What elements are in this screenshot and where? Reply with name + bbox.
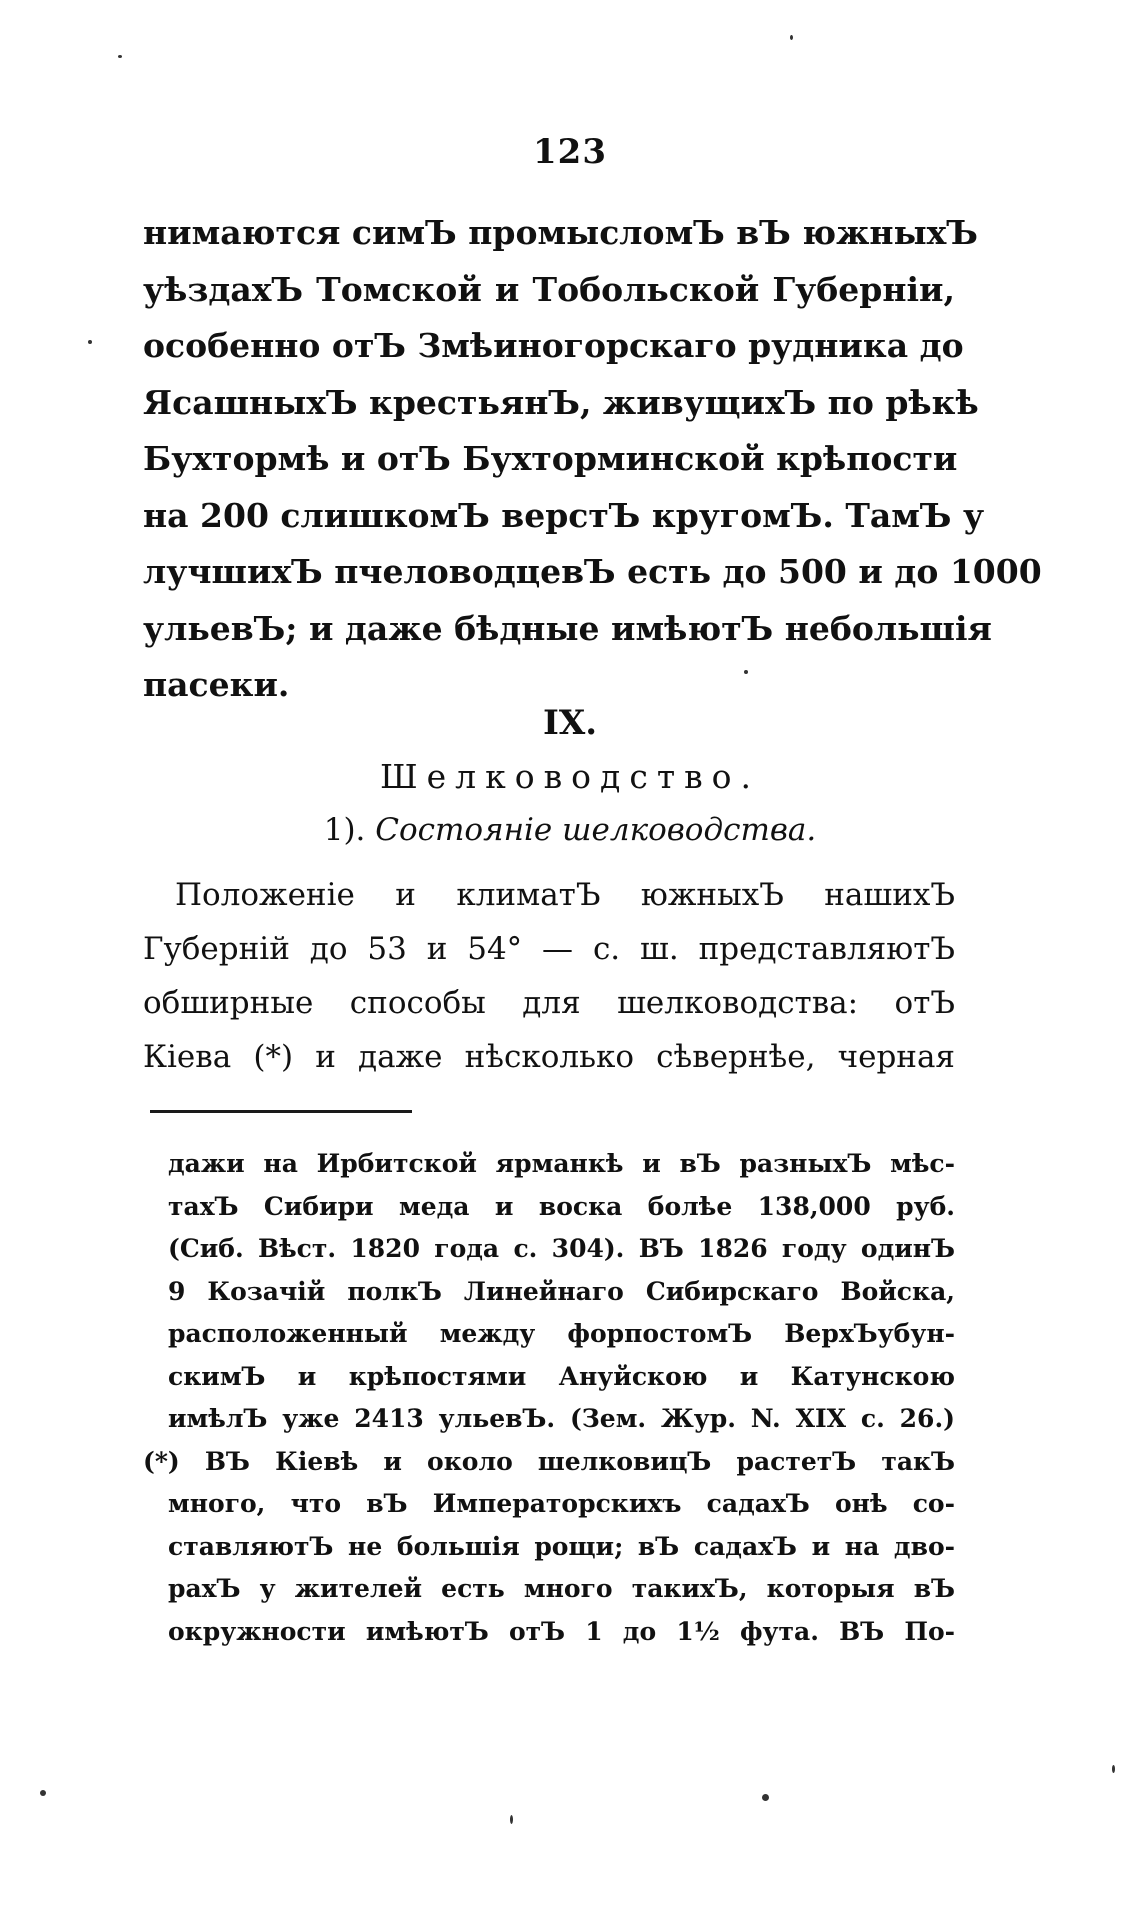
subsection-number: 1).	[323, 812, 366, 848]
text-line: пасеки.	[143, 665, 290, 704]
text-line: нимаются симЪ промысломЪ вЪ южныхЪ	[143, 213, 978, 252]
footnote-line: расположенный между форпостомЪ ВерхЪубун-	[168, 1319, 955, 1348]
text-line: лучшихЪ пчеловодцевЪ есть до 500 и до 1000	[143, 552, 1042, 591]
scan-speck	[40, 1790, 46, 1796]
section-number: IX.	[542, 703, 598, 743]
text-line: ЯсашныхЪ крестьянЪ, живущихЪ по рѣкѣ	[143, 382, 979, 422]
text-line: на 200 слишкомЪ верстЪ кругомЪ. ТамЪ у	[143, 495, 985, 535]
scan-speck	[118, 55, 122, 58]
scan-speck	[510, 1815, 513, 1824]
footnote-line: ставляютЪ не большія рощи; вЪ садахЪ и на дво-	[168, 1531, 955, 1561]
text-line: обширные способы для шелководства: отЪ	[143, 985, 955, 1021]
footnote-line: много, что вЪ Императорскихъ садахЪ онѣ со-	[168, 1489, 955, 1518]
text-line: Губерній до 53 и 54° — с. ш. представляютЪ	[143, 931, 955, 967]
footnote-line: 9 Козачій полкЪ Линейнаго Сибирскаго Войска,	[168, 1276, 955, 1306]
footnote-line: дажи на Ирбитской ярманкѣ и вЪ разныхЪ мѣс-	[168, 1149, 955, 1178]
page-number: 123	[533, 132, 607, 172]
subsection-heading	[0, 812, 1140, 848]
footnote-line: (Сиб. Вѣст. 1820 года с. 304). ВЪ 1826 году одинЪ	[168, 1234, 955, 1263]
text-line: особенно отЪ Змѣиногорскаго рудника до	[143, 326, 964, 365]
footnote-line: скимЪ и крѣпостями Ануйскою и Катунскою	[168, 1361, 955, 1391]
scan-speck	[790, 35, 793, 40]
subsection-title: Состояніе шелководства.	[375, 812, 817, 848]
footnote-separator	[150, 1110, 412, 1113]
footnote-line: окружности имѣютЪ отЪ 1 до 1½ фута. ВЪ По-	[168, 1616, 955, 1646]
text-line: Кіева (*) и даже нѣсколько сѣвернѣе, черная	[143, 1039, 955, 1075]
text-line: Бухтормѣ и отЪ Бухторминской крѣпости	[143, 439, 958, 478]
text-line: уѣздахЪ Томской и Тобольской Губерніи,	[143, 269, 955, 309]
text-line: ульевЪ; и даже бѣдные имѣютЪ небольшія	[143, 608, 992, 648]
footnote-line: (*) ВЪ Кіевѣ и около шелковицЪ растетЪ такЪ	[143, 1446, 955, 1476]
main-paragraph	[143, 205, 1042, 714]
footnote-line: имѣлЪ уже 2413 ульевЪ. (Зем. Жур. N. XIX с. 26.)	[168, 1404, 955, 1433]
section-title: Шелководство.	[379, 757, 761, 796]
scan-speck	[1112, 1765, 1115, 1773]
body-paragraph	[143, 868, 955, 1084]
scan-speck	[744, 670, 748, 674]
footnote-line: тахЪ Сибири меда и воска болѣе 138,000 руб.	[168, 1191, 955, 1221]
scan-speck	[88, 340, 92, 344]
text-line: Положеніе и климатЪ южныхЪ нашихЪ	[175, 877, 955, 913]
footnotes	[143, 1143, 955, 1653]
footnote-line: рахЪ у жителей есть много такихЪ, которыя вЪ	[168, 1574, 955, 1603]
scan-speck	[762, 1794, 769, 1801]
